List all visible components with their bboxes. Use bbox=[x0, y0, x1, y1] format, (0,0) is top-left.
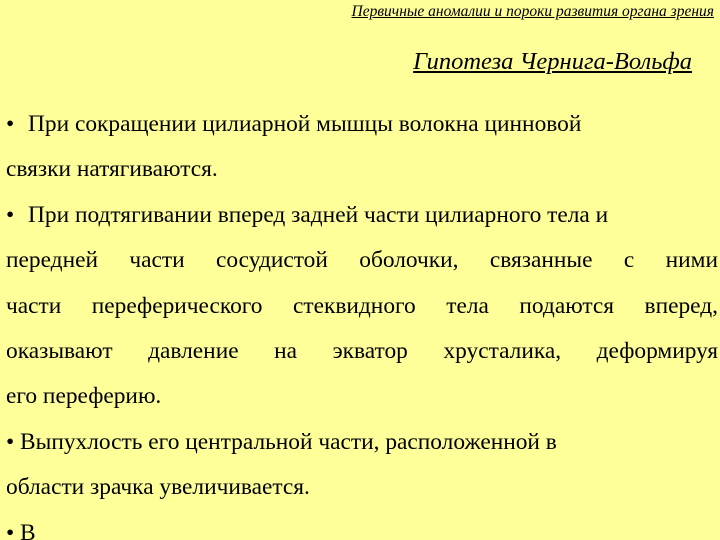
slide-title: Гипотеза Чернига-Вольфа bbox=[413, 48, 692, 75]
slide-header-subject: Первичные аномалии и пороки развития органа зрения bbox=[351, 3, 714, 20]
bullet-4-line-1 bbox=[6, 511, 718, 540]
bullet-3-line-1 bbox=[6, 420, 718, 465]
bullet-3 bbox=[6, 420, 718, 511]
bullet-text: При сокращении цилиарной мышцы волокна цинновой bbox=[28, 111, 582, 137]
bullet-2-line-4: оказывают давление на экватор хрусталика, деформируя bbox=[6, 338, 718, 365]
bullet-1 bbox=[6, 102, 718, 193]
bullet-1-line-1 bbox=[6, 102, 718, 147]
bullet-text: Выпухлость его центральной части, расположенной в bbox=[20, 428, 557, 455]
bullet-text: При подтягивании вперед задней части цилиарного тела и bbox=[28, 201, 609, 228]
bullet-symbol: • bbox=[6, 201, 15, 228]
bullet-2-line-5: его переферию. bbox=[6, 383, 162, 410]
bullet-2-line-1 bbox=[6, 193, 718, 238]
slide-body bbox=[6, 102, 718, 540]
bullet-2 bbox=[6, 193, 718, 420]
bullet-3-line-2: области зрачка увеличивается. bbox=[6, 474, 310, 501]
bullet-text: В bbox=[20, 519, 36, 540]
bullet-1-line-2: связки натягиваются. bbox=[6, 156, 218, 183]
bullet-symbol: • bbox=[6, 111, 15, 137]
bullet-4 bbox=[6, 511, 718, 540]
bullet-2-line-3: части переферического стеквидного тела подаются вперед, bbox=[6, 292, 718, 319]
bullet-symbol: • bbox=[6, 519, 15, 540]
bullet-symbol: • bbox=[6, 428, 15, 455]
bullet-2-line-2: передней части сосудистой оболочки, связанные с ними bbox=[6, 247, 718, 274]
